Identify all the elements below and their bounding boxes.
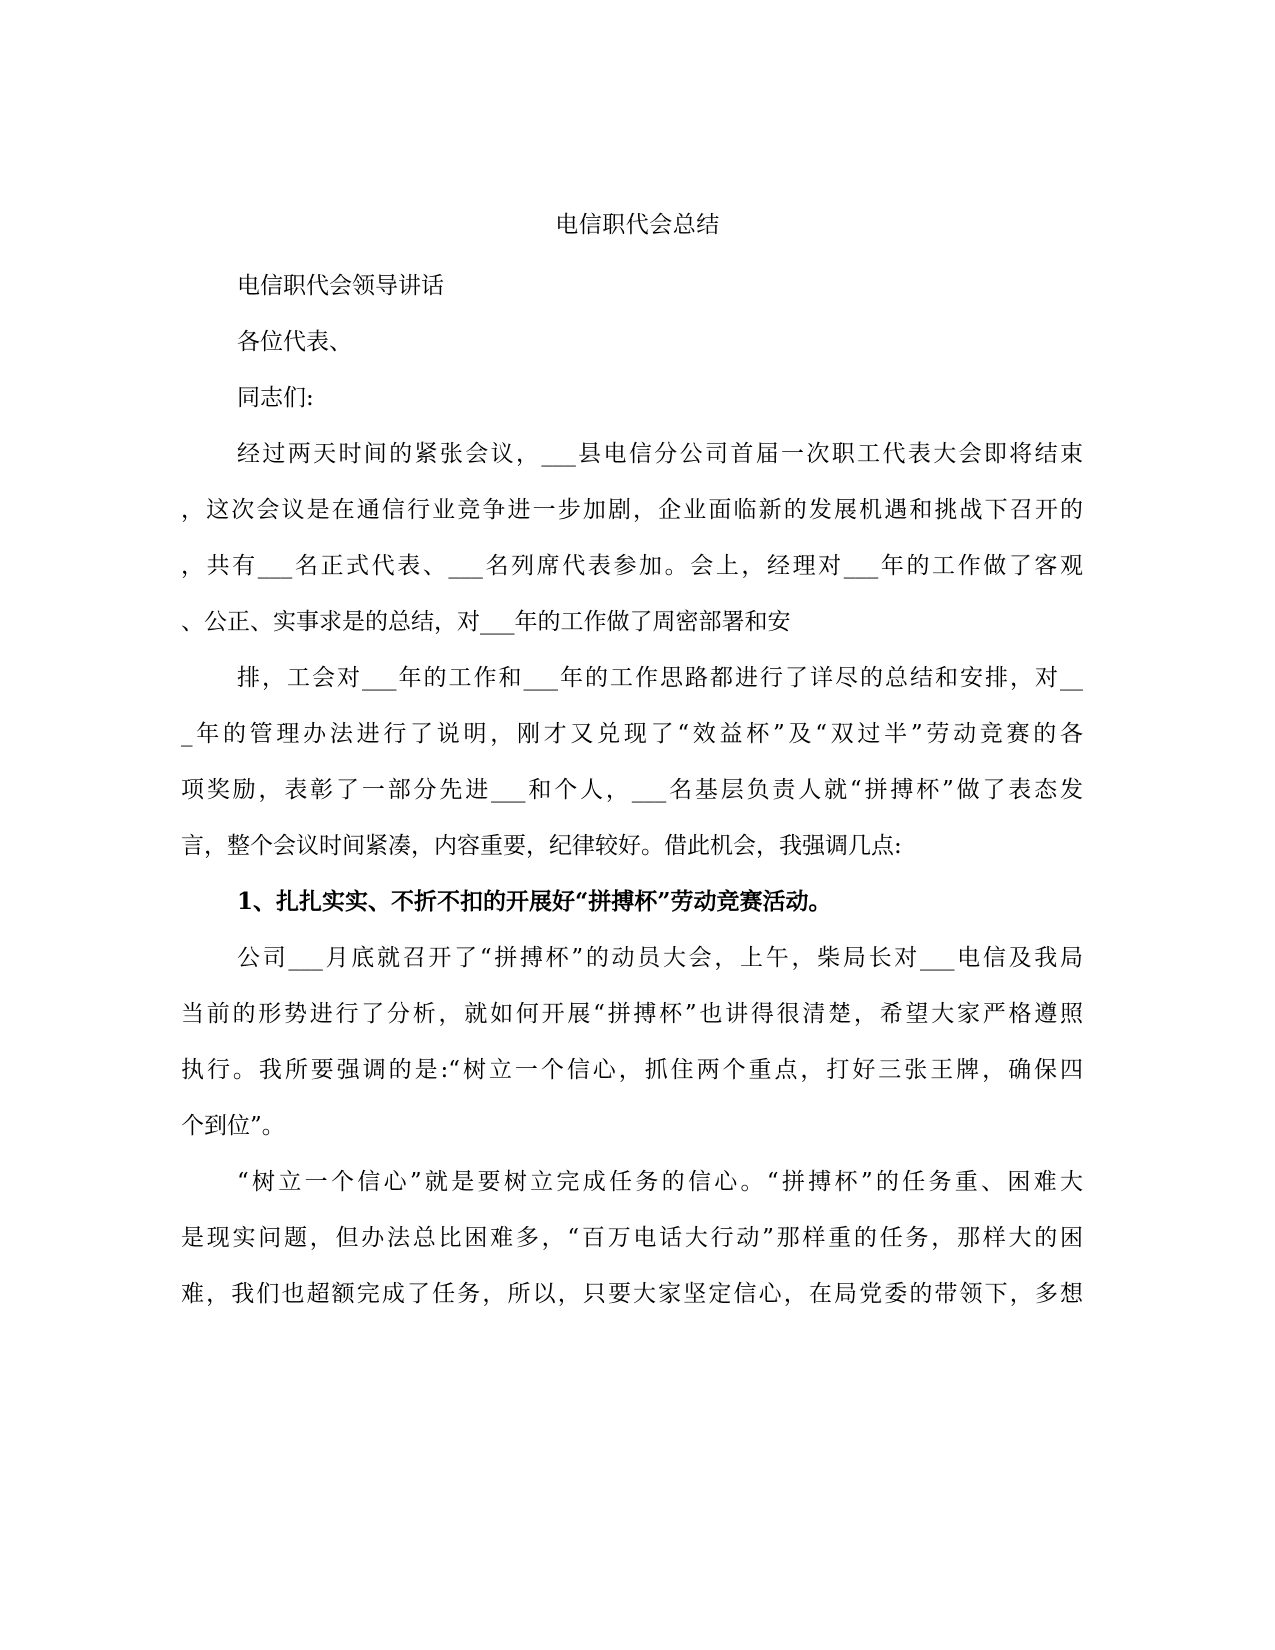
paragraph-line: 项奖励，表彰了一部分先进___和个人，___名基层负责人就“拼搏杯”做了表态发 [181,777,1083,803]
salutation-line: 各位代表、 [237,329,352,355]
paragraph-line: ，这次会议是在通信行业竞争进一步加剧，企业面临新的发展机遇和挑战下召开的 [181,497,1083,523]
paragraph-line: 公司___月底就召开了“拼搏杯”的动员大会，上午，柴局长对___电信及我局 [237,945,1083,971]
paragraph-line: 个到位”。 [181,1113,285,1139]
paragraph-line: 难，我们也超额完成了任务，所以，只要大家坚定信心，在局党委的带领下，多想 [181,1281,1083,1307]
document-title: 电信职代会总结 [555,212,720,238]
paragraph-line: 言，整个会议时间紧凑，内容重要，纪律较好。借此机会，我强调几点: [181,833,902,859]
paragraph-line: 是现实问题，但办法总比困难多，“百万电话大行动”那样重的任务，那样大的困 [181,1225,1083,1251]
speech-heading: 电信职代会领导讲话 [237,273,444,299]
paragraph-line: 排，工会对___年的工作和___年的工作思路都进行了详尽的总结和安排，对__ [237,665,1083,691]
paragraph-line: _年的管理办法进行了说明，刚才又兑现了“效益杯”及“双过半”劳动竞赛的各 [181,721,1083,747]
paragraph-line: 当前的形势进行了分析，就如何开展“拼搏杯”也讲得很清楚，希望大家严格遵照 [181,1001,1083,1027]
paragraph-line: 执行。我所要强调的是:“树立一个信心，抓住两个重点，打好三张王牌，确保四 [181,1057,1083,1083]
paragraph-line: 经过两天时间的紧张会议，___县电信分公司首届一次职工代表大会即将结束 [237,441,1083,467]
salutation-line: 同志们: [237,385,314,411]
section-heading: 1、扎扎实实、不折不扣的开展好“拼搏杯”劳动竞赛活动。 [237,888,832,915]
paragraph-line: 、公正、实事求是的总结，对___年的工作做了周密部署和安 [181,609,791,635]
paragraph-line: ，共有___名正式代表、___名列席代表参加。会上，经理对___年的工作做了客观 [181,553,1084,579]
paragraph-line: “树立一个信心”就是要树立完成任务的信心。“拼搏杯”的任务重、困难大 [237,1169,1083,1195]
